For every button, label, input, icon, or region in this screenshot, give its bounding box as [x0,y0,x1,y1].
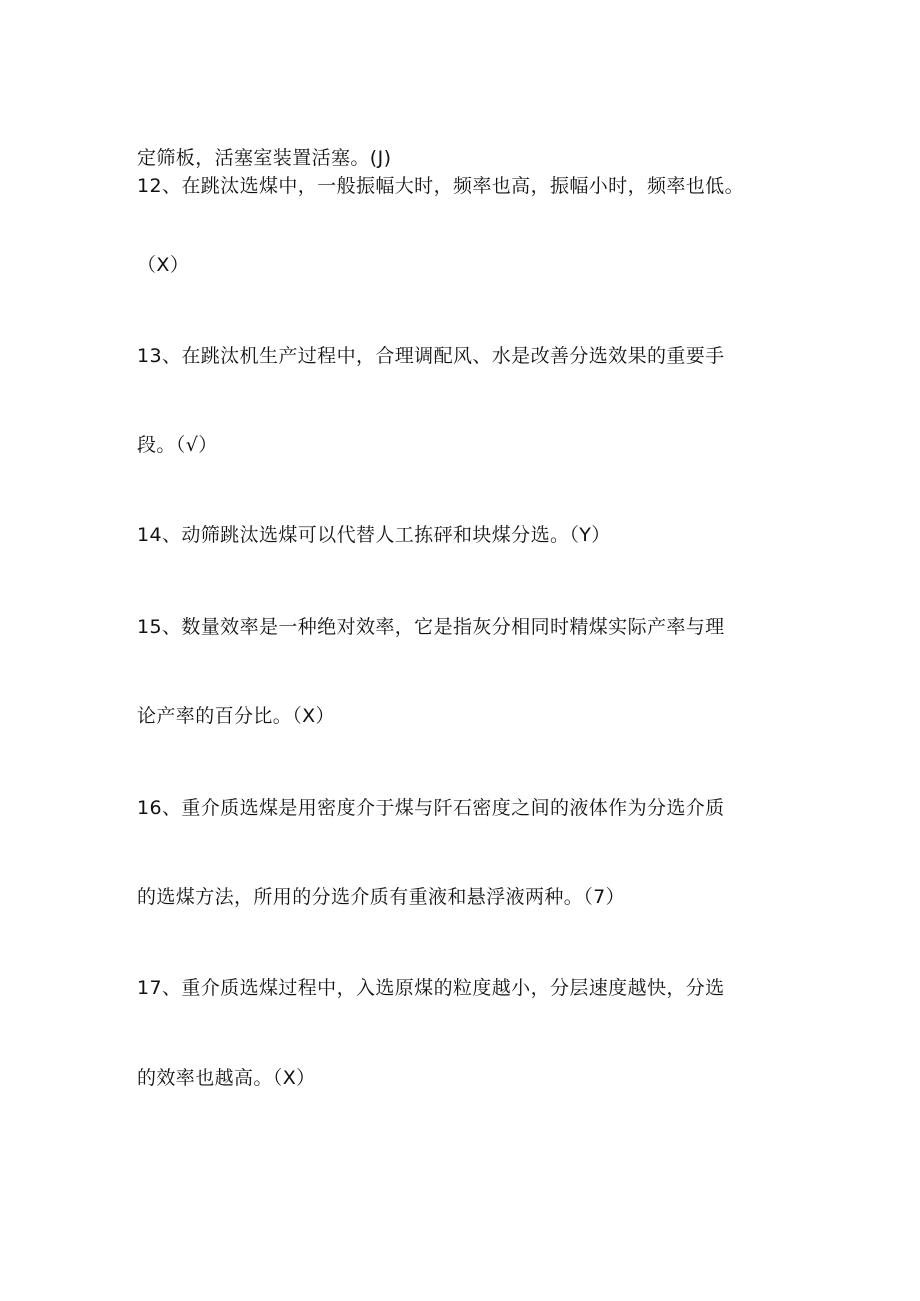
text-line-item-14: 14、动筛跳汰选煤可以代替人工拣砰和块煤分选。（Y） [137,524,611,546]
text-line-item-12: 12、在跳汰选煤中，一般振幅大时，频率也高，振幅小时，频率也低。 [137,175,744,197]
text-line-item-17: 17、重介质选煤过程中，入选原煤的粒度越小，分层速度越快，分选 [137,977,725,999]
text-line-item-16: 16、重介质选煤是用密度介于煤与阡石密度之间的液体作为分选介质 [137,797,725,819]
text-line-item-12-answer: （X） [137,254,190,276]
text-line-item-13: 13、在跳汰机生产过程中，合理调配风、水是改善分选效果的重要手 [137,345,725,367]
text-line-item-13-continuation: 段。（√） [137,434,218,456]
text-line-item-16-continuation: 的选煤方法，所用的分选介质有重液和悬浮液两种。（7） [137,886,625,908]
text-line-item-15: 15、数量效率是一种绝对效率，它是指灰分相同时精煤实际产率与理 [137,616,725,638]
text-line-continuation-11: 定筛板，活塞室装置活塞。(J) [137,147,392,169]
text-line-item-17-continuation: 的效率也越高。（X） [137,1067,316,1089]
text-line-item-15-continuation: 论产率的百分比。（X） [137,705,335,727]
